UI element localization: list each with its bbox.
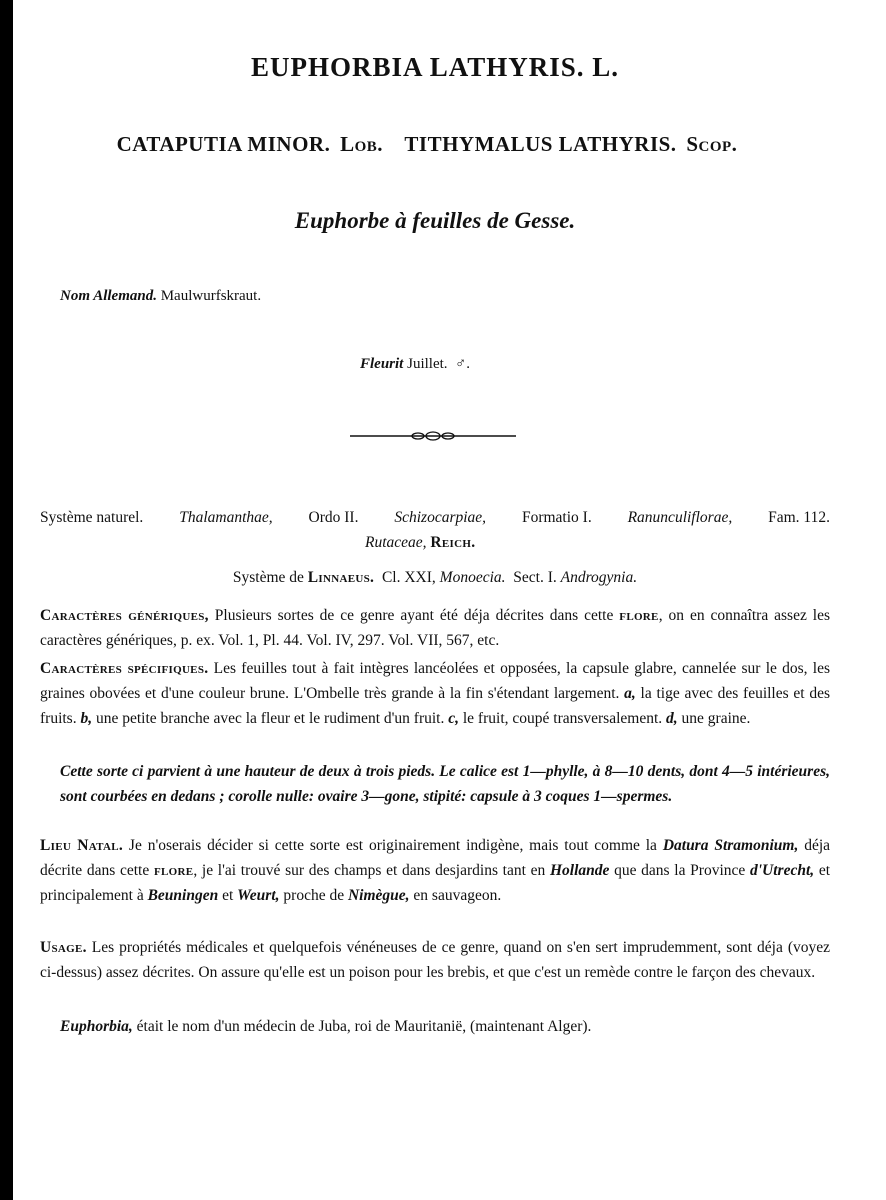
figure-key-c: c, — [448, 710, 459, 727]
systeme-linnaeus-name: Linnaeus. — [307, 569, 375, 586]
biennial-symbol-icon: ♂. — [455, 356, 471, 372]
lieu-natal-label: Lieu Natal. — [40, 837, 124, 854]
figure-key-b-text: une petite branche avec la fleur et le rudiment d'un fruit. — [95, 710, 445, 727]
etymology-name: Euphorbia, — [60, 1018, 133, 1035]
generiques-flore: flore — [619, 607, 659, 624]
systeme-naturel-t5: Ranunculiflorae, — [627, 509, 733, 526]
usage — [40, 935, 830, 985]
systeme-linnaeus-t3: Sect. I. — [513, 569, 557, 586]
systeme-naturel-t3: Schizocarpiae, — [394, 509, 487, 526]
figure-key-c-text: le fruit, coupé transversalement. — [462, 710, 663, 727]
lieu-natal-datura: Datura Stramonium, — [662, 837, 799, 854]
etymology-text: était le nom d'un médecin de Juba, roi de Mauritanië, (maintenant Alger). — [136, 1018, 592, 1035]
synonym-author-1: Lob. — [340, 132, 384, 156]
systeme-linnaeus-t2: Monoecia. — [439, 569, 506, 586]
systeme-naturel-label: Système naturel. — [40, 509, 144, 526]
systeme-naturel-line2 — [40, 530, 830, 555]
german-name — [60, 288, 261, 305]
systeme-naturel-t7: Rutaceae, — [365, 534, 427, 551]
flowering-label: Fleurit — [360, 356, 404, 372]
common-name: Euphorbe à feuilles de Gesse. — [294, 208, 576, 233]
systeme-naturel-t8: Reich. — [430, 534, 476, 551]
lieu-natal-t7: proche de — [283, 887, 345, 904]
lieu-natal-weurt: Weurt, — [237, 887, 280, 904]
page-edge-bar — [0, 0, 13, 1200]
german-label: Nom Allemand. — [60, 288, 157, 304]
ornament-divider-icon — [350, 428, 516, 444]
synonym-name-1: CATAPUTIA MINOR. — [116, 132, 331, 156]
systeme-linnaeus — [40, 565, 830, 590]
figure-key-a-text: la tige avec des feuilles et des fruits. — [40, 685, 830, 727]
systeme-naturel-line1 — [40, 505, 830, 530]
lieu-natal-utrecht: d'Utrecht, — [749, 862, 815, 879]
etymology — [40, 1014, 830, 1039]
generiques-label: Caractères génériques, — [40, 607, 209, 624]
caracteres-generiques — [40, 603, 830, 653]
flowering-value: Juillet. — [407, 356, 448, 372]
lieu-natal-t8: en sauvageon. — [413, 887, 502, 904]
synonym-author-2: Scop. — [686, 132, 738, 156]
figure-key-d-text: une graine. — [681, 710, 751, 727]
page-title: EUPHORBIA LATHYRIS. L. — [250, 52, 620, 82]
lieu-natal-hollande: Hollande — [549, 862, 610, 879]
specifiques-label: Caractères spécifiques. — [40, 660, 209, 677]
systeme-naturel-t2: Ordo II. — [308, 509, 359, 526]
generiques-text2: , on en connaîtra assez les caractères génériques, p. ex. Vol. 1, Pl. 44. Vol. IV, 297. Vol. VII, 567, etc. — [40, 607, 831, 649]
lieu-natal — [40, 833, 830, 908]
systeme-linnaeus-label: Système de — [232, 569, 304, 586]
synonyms-line — [40, 132, 830, 157]
lieu-natal-t1: Je n'oserais décider si cette sorte est originairement indigène, mais tout comme la — [128, 837, 657, 854]
lieu-natal-t3: , je l'ai trouvé sur des champs et dans desjardins tant en — [193, 862, 546, 879]
usage-label: Usage. — [40, 939, 87, 956]
description: Cette sorte ci parvient à une hauteur de deux à trois pieds. Le calice est 1—phylle, à 8—10 dents, dont 4—5 intérieures, sont courbées en dedans ; corolle nulle: ovaire 3—gone, stipité: capsule à 3 coques 1—spermes. — [60, 763, 830, 805]
german-value: Maulwurfskraut. — [160, 288, 262, 304]
figure-key-d: d, — [666, 710, 678, 727]
generiques-text: Plusieurs sortes de ce genre ayant été déja décrites dans cette — [214, 607, 614, 624]
systeme-linnaeus-t1: Cl. XXI, — [381, 569, 436, 586]
systeme-naturel — [40, 505, 830, 555]
caracteres-specifiques — [40, 656, 830, 731]
flowering-line — [360, 356, 470, 373]
lieu-natal-t2: déja décrite dans cette — [40, 837, 831, 879]
figure-key-b: b, — [80, 710, 93, 727]
lieu-natal-t5: et principalement à — [40, 862, 831, 904]
systeme-naturel-t6: Fam. 112. — [768, 509, 830, 526]
systeme-naturel-t1: Thalamanthae, — [179, 509, 273, 526]
figure-key-a: a, — [624, 685, 636, 702]
lieu-natal-flore: flore — [153, 862, 194, 879]
systeme-naturel-t4: Formatio I. — [521, 509, 592, 526]
lieu-natal-beuningen: Beuningen — [147, 887, 219, 904]
systeme-linnaeus-t4: Androgynia. — [560, 569, 638, 586]
lieu-natal-t6: et — [222, 887, 234, 904]
synonym-name-2: TITHYMALUS LATHYRIS. — [404, 132, 677, 156]
specifiques-text: Les feuilles tout à fait intègres lancéolées et opposées, la capsule glabre, cannelée sur le dos, les graines obovées et d'une couleur brune. L'Ombelle très grande à la fin s'étendant largement. — [40, 660, 830, 702]
lieu-natal-t4: que dans la Province — [614, 862, 746, 879]
usage-text: Les propriétés médicales et quelquefois vénéneuses de ce genre, quand on s'en sert imprudemment, sont déja (voyez ci-dessus) assez décrites. On assure qu'elle est un poison pour les brebis, et que c'est un remède contre le farçon des chevaux. — [40, 939, 830, 981]
lieu-natal-nimegue: Nimègue, — [347, 887, 410, 904]
